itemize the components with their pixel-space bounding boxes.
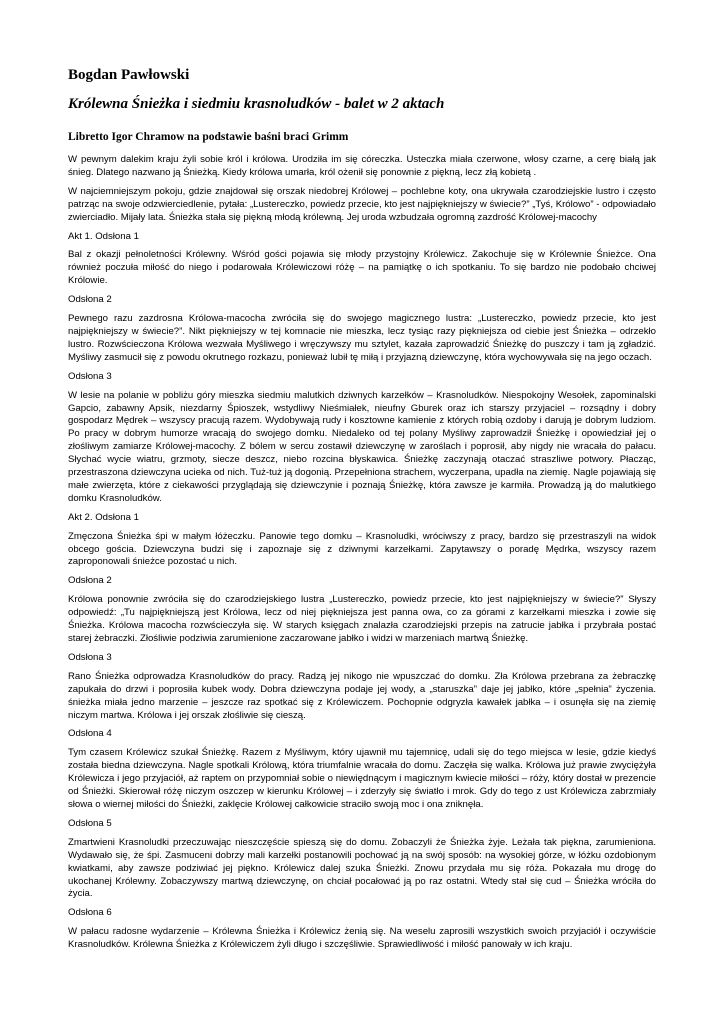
paragraph-act1-scene3: W lesie na polanie w pobliżu góry mieszka siedmiu malutkich dziwnych karzełków – Krasnoludków. Niespokojny Wesołek, zapominalski Gapcio, zabawny Apsik, niezdarny Śpioszek, wstydliwy Nieśmiałek, nieufny Gburek oraz ich starszy przyjaciel – rozsądny i dobry gospodarz Mędrek – wszyscy pracują razem. Wydobywają rudy i kosztowne kamienie z których robią ozdoby i darują je dobrym ludziom. Po pracy w dobrym humorze wracają do swojego domku. Niedaleko od tej polany Myśliwy zaprowadził Śnieżkę i opowiedział jej o złośliwym zamiarze Królowej-macochy. Z bólem w sercu zostawił dziewczynę w zaroślach i poprosił, aby nigdy nie wracała do pałacu. Słychać wycie wiatru, grzmoty, siecze deszcz, niebo rozcina błyskawica. Śnieżkę zaczynają otaczać straszliwe potwory. Płacząc, przestraszona dziewczyna ucieka od nich. Tuż-tuż ją dogonią. Przepełniona strachem, wyczerpana, upadła na ziemię. Nagle pojawiają się małe zwierzęta, które z ciekawości przyglądają się dziewczynie i poznają Śnieżkę, która zawsze je karmiła. Prowadzą ją do malutkiego domku Krasnoludków. [68,389,656,504]
paragraph-act1-scene2: Pewnego razu zazdrosna Królowa-macocha zwróciła się do swojego magicznego lustra: „Lustereczko, powiedz przecie, kto jest najpiękniejszy w świecie?”. Nikt piękniejszy w tej komnacie nie mieszka, lecz tysiąc razy piękniejsza od ciebie jest Śnieżka – odrzekło lustro. Rozwścieczona Królowa wezwała Myśliwego i wręczywszy mu sztylet, kazała zaprowadzić Śnieżkę do puszczy i tam ją zgładzić. Myśliwy zasmucił się z powodu okrutnego rozkazu, ponieważ lubił tę miłą i przyjazną dziewczynę, która wychowywała się na jego oczach. [68,313,656,363]
paragraph-intro: W pewnym dalekim kraju żyli sobie król i królowa. Urodziła im się córeczka. Usteczka miała czerwone, włosy czarne, a cerę białą jak śnieg. Dlatego nazwano ją Śnieżką. Kiedy królowa umarła, król ożenił się ponownie z piękną, lecz złą kobietą . [68,154,656,178]
scene-heading-act2-scene6: Odsłona 6 [68,907,112,919]
scene-heading-act2-scene1: Akt 2. Odsłona 1 [68,511,139,523]
scene-heading-act2-scene2: Odsłona 2 [68,575,112,587]
scene-heading-act2-scene4: Odsłona 4 [68,728,112,740]
scene-heading-act1-scene2: Odsłona 2 [68,294,112,306]
libretto-subtitle: Libretto Igor Chramow na podstawie baśni braci Grimm [68,131,349,143]
scene-heading-act1-scene3: Odsłona 3 [68,370,112,382]
paragraph-act2-scene1: Zmęczona Śnieżka śpi w małym łóżeczku. Panowie tego domku – Krasnoludki, wróciwszy z pracy, bardzo się przestraszyli na widok obcego gościa. Dziewczyna budzi się i zapoznaje się z dziwnymi karzełkami. Zapytawszy o poradę Mędrka, wszyscy razem zaproponowali śnieżce pozostać u nich. [68,530,656,568]
scene-heading-act2-scene3: Odsłona 3 [68,651,112,663]
scene-heading-act1-scene1: Akt 1. Odsłona 1 [68,230,139,242]
paragraph-mirror: W najciemniejszym pokoju, gdzie znajdował się orszak niedobrej Królowej – pochlebne koty, ona ukrywała czarodziejskie lustro i często patrząc na swoje odzwierciedlenie, pytała: „Lustereczko, powiedz przecie, kto jest najpiękniejszy w świecie?” „Tyś, Królowo” - odpowiadało zwierciadło. Mijały lata. Śnieżka stała się piękną młodą królewną. Jej uroda wzbudzała ogromną zazdrość Królowej-macochy [68,185,656,223]
paragraph-act2-scene6: W pałacu radosne wydarzenie – Królewna Śnieżka i Królewicz żenią się. Na weselu zaprosili wszystkich swoich przyjaciół i oczywiście Krasnoludków. Królewna Śnieżka z Królewiczem żyli długo i szczęśliwie. Sprawiedliwość i miłość panowały w ich kraju. [68,926,656,951]
paragraph-act2-scene4: Tym czasem Królewicz szukał Śnieżkę. Razem z Myśliwym, który ujawnił mu tajemnicę, udali się do tego miejsca w lesie, gdzie kiedyś została biedna dziewczyna. Nagle spotkali Królową, która triumfalnie wracała do domu. Zaczęła się walka. Królowa już prawie zwyciężyła Królewicza i jego przyjaciół, aż raptem on przypomniał sobie o niewiędnącym i magicznym kwiecie miłości – róży, który dostał w prezencie od Śnieżki. Skierował różę niczym oszczep w kierunku Królowej – i zderzyły się światło i mrok. Gdy do tego z ust Królewicza zabrzmiały słowa o wiernej miłości do Śnieżki, zaklęcie Królowej całkowicie straciło swoją moc i ona zniknęła. [68,747,656,810]
paragraph-act2-scene3: Rano Śnieżka odprowadza Krasnoludków do pracy. Radzą jej nikogo nie wpuszczać do domku. Zła Królowa przebrana za żebraczkę zapukała do drzwi i poprosiła kubek wody. Dobra dziewczyna podaje jej wody, a „staruszka” daje jej jabłko, które „spełnia” życzenia. śnieżka miała jedno marzenie – jeszcze raz spotkać się z Królewiczem. Pochopnie odgryzła kawałek jabłka – i osunęła się na ziemię niczym martwa. Królowa i jej orszak złośliwie się cieszą. [68,670,656,721]
scene-heading-act2-scene5: Odsłona 5 [68,817,112,829]
document-title: Królewna Śnieżka i siedmiu krasnoludków - balet w 2 aktach [68,96,445,112]
author-heading: Bogdan Pawłowski [68,67,190,83]
paragraph-act1-scene1: Bal z okazji pełnoletności Królewny. Wśród gości pojawia się młody przystojny Królewicz. Zakochuje się w Królewnie Śnieżce. Ona również poczuła miłość do niego i podarowała Królewiczowi różę – na pamiątkę o ich spotkaniu. To się bardzo nie podobało chciwej Królowie. [68,249,656,287]
paragraph-act2-scene5: Zmartwieni Krasnoludki przeczuwając nieszczęście spieszą się do domu. Zobaczyli że Śnieżka żyje. Leżała tak piękna, zarumieniona. Wydawało się, że śpi. Zasmuceni dobrzy mali karzełki postanowili pochować ją na swój sposób: na wysokiej górze, w łóżku ozdobionym kwiatkami, aby zawsze podziwiać jej piękno. Królewicz dalej szuka Śnieżki. Znowu przydała mu się róża. Pokazała mu drogę do ukochanej Królewny. Zobaczywszy martwą dziewczynę, on chciał pocałować ją po raz ostatni. Wtedy stał się cud – Śnieżka wróciła do życia. [68,836,656,900]
document-page [68,66,656,958]
paragraph-act2-scene2: Królowa ponownie zwróciła się do czarodziejskiego lustra „Lustereczko, powiedz przecie, kto jest najpiękniejszy w świecie?” Słyszy odpowiedź: „Tu najpiękniejszą jest Królowa, lecz od niej piękniejsza jest panna owa, co za górami z karzełkami mieszka i zowie się Śnieżka. Królowa macocha rozwścieczyła się. W starych księgach znalazła czarodziejski przepis na zatrucie jabłka i przybrała postać starej żebraczki. Złośliwie podziwia zarumienione zaczarowane jabłko i widzi w marzeniach martwą Śnieżkę. [68,594,656,644]
